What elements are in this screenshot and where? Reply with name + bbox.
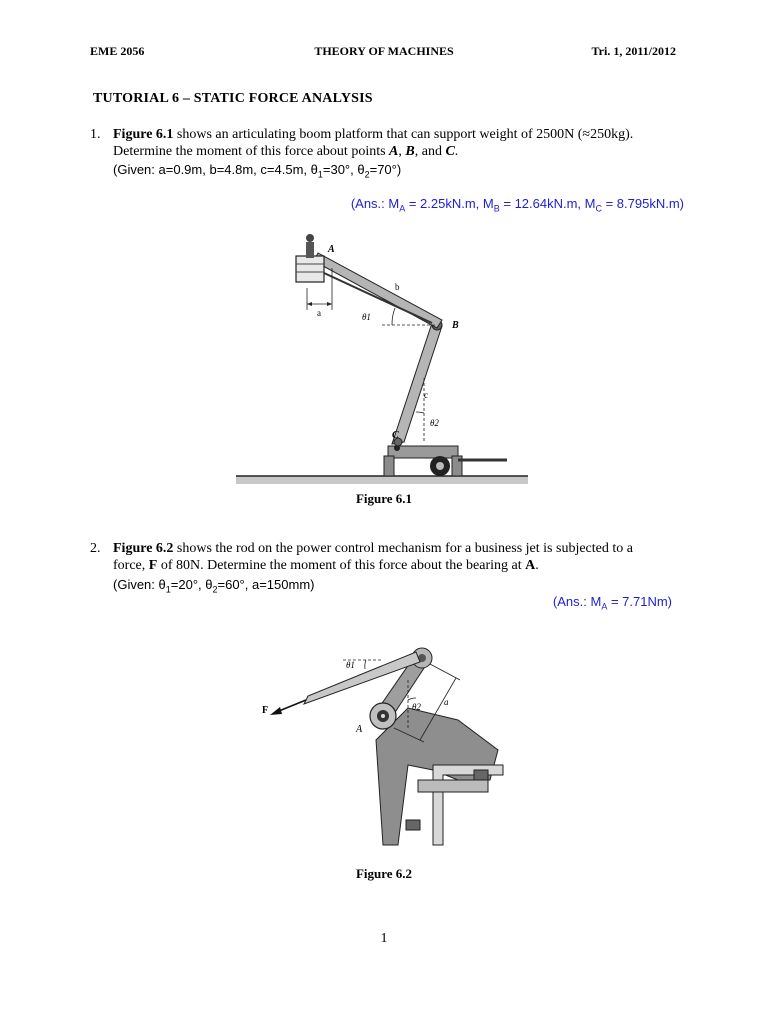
fig62-label-F: F — [262, 705, 269, 716]
course-title: THEORY OF MACHINES — [314, 44, 454, 58]
fig62-label-A: A — [356, 724, 363, 735]
fig62-label-theta2: θ2 — [412, 702, 421, 712]
fig61-label-theta1: θ1 — [362, 312, 371, 322]
q2-figure-ref: Figure 6.2 — [113, 541, 174, 556]
q1-line-1: Figure 6.1 shows an articulating boom platform that can support weight of 2500N (≈250kg). — [113, 127, 634, 142]
fig61-label-theta2: θ2 — [430, 418, 439, 428]
fig61-label-a: a — [317, 308, 321, 318]
ground — [236, 476, 528, 484]
fig61-label-c: c — [424, 390, 428, 400]
q1-number: 1. — [90, 127, 101, 142]
figure-6-2-power-control-mechanism — [258, 640, 508, 850]
term: Tri. 1, 2011/2012 — [591, 44, 676, 58]
fig61-label-C: C — [392, 430, 399, 441]
operator-figure — [306, 234, 314, 242]
course-code: EME 2056 — [90, 44, 145, 58]
fig62-label-a: a — [444, 697, 449, 707]
upper-boom — [314, 253, 442, 328]
q2-given: (Given: $\theta_1=20^\circ$, $\theta_2=60^\circ$, a=150mm) — [113, 577, 315, 595]
figure-6-2-caption: Figure 6.2 — [355, 866, 413, 881]
fig62-label-theta1: θ1 — [346, 660, 355, 670]
tutorial-title: TUTORIAL 6 – STATIC FORCE ANALYSIS — [93, 91, 373, 106]
fig61-label-b: b — [395, 282, 400, 292]
platform-basket — [296, 256, 324, 282]
fig61-label-B: B — [452, 320, 459, 331]
q1-figure-ref: Figure 6.1 — [113, 127, 174, 142]
q2-answer: (Ans.: $M_A = 7.71Nm$) — [552, 594, 672, 612]
page-number: 1 — [380, 931, 388, 946]
q1-line-2: Determine the moment of this force about points A, B, and C. — [113, 144, 459, 159]
figure-6-1-caption: Figure 6.1 — [355, 491, 413, 506]
q2-line-1: Figure 6.2 shows the rod on the power control mechanism for a business jet is subjected to a — [113, 541, 633, 556]
q1-answer: (Ans.: $M_A = 2.25kN.m$, $M_B = 12.64kN.m$, $M_C = 8.795kN.m$) — [350, 196, 684, 214]
fig61-label-A: A — [328, 244, 335, 255]
q1-given: (Given: a=0.9m, b=4.8m, c=4.5m, $\theta_1=30^\circ$, $\theta_2=70^\circ$) — [113, 162, 402, 180]
q2-number: 2. — [90, 541, 101, 556]
figure-6-1-boom-platform — [232, 228, 532, 490]
q2-line-2: force, F of 80N. Determine the moment of this force about the bearing at A. — [113, 558, 539, 573]
